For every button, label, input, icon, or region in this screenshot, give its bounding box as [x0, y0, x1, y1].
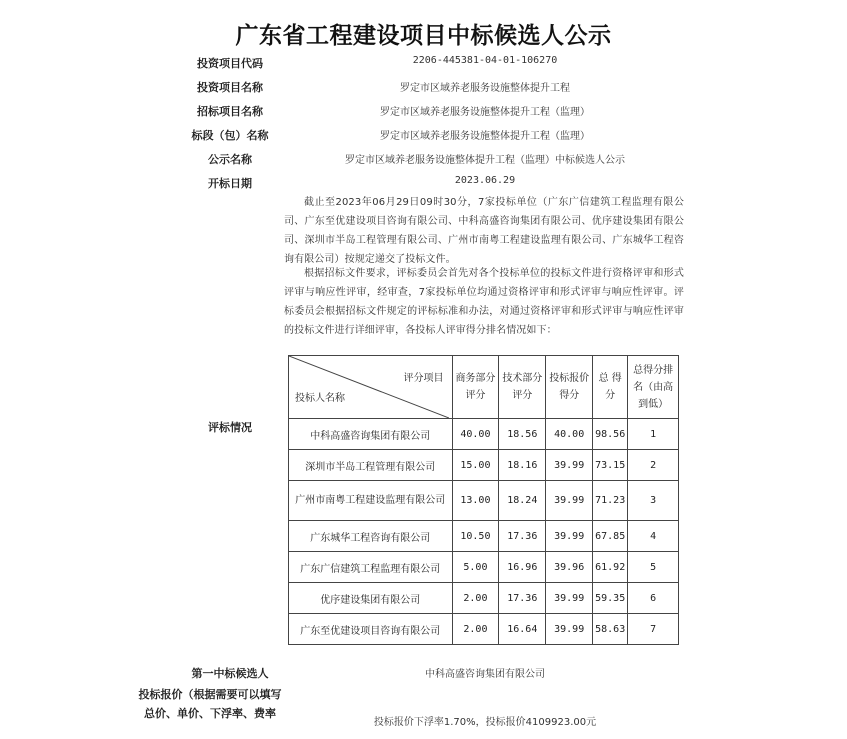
price-score: 39.99 — [546, 521, 593, 552]
field-value-open-date: 2023.06.29 — [454, 175, 516, 186]
bidder-name: 广东城华工程咨询有限公司 — [289, 521, 453, 552]
price-score: 39.99 — [546, 481, 593, 521]
bidder-name: 广东广信建筑工程监理有限公司 — [289, 552, 453, 583]
field-row-project-name — [0, 79, 847, 95]
table-row — [289, 450, 679, 481]
total-score: 98.56 — [593, 419, 628, 450]
business-score: 2.00 — [452, 614, 499, 645]
rank: 4 — [628, 521, 679, 552]
field-value-notice-name: 罗定市区域养老服务设施整体提升工程（监理）中标候选人公示 — [345, 155, 625, 166]
business-score: 5.00 — [452, 552, 499, 583]
table-row — [289, 481, 679, 521]
field-row-open-date — [0, 175, 847, 191]
field-label-tender-name: 招标项目名称 — [197, 105, 263, 118]
business-score: 10.50 — [452, 521, 499, 552]
evaluation-paragraph-2: 根据招标文件要求，评标委员会首先对各个投标单位的投标文件进行资格评审和形式评审与响应性评审，经审查，7家投标单位均通过资格评审和形式评审与响应性评审。评标委员会根据招标文件规定的评标标准和办法，对通过资格评审和形式评审与响应性评审的投标文件进行详细评审，各投标人评审得分排名情况如下： — [284, 268, 684, 336]
score-table-header — [289, 356, 679, 419]
bidder-name: 深圳市半岛工程管理有限公司 — [289, 450, 453, 481]
technical-score: 18.24 — [499, 481, 546, 521]
business-score: 13.00 — [452, 481, 499, 521]
field-value-tender-name: 罗定市区域养老服务设施整体提升工程（监理） — [380, 107, 590, 118]
total-score: 61.92 — [593, 552, 628, 583]
field-label-notice-name: 公示名称 — [208, 153, 252, 166]
rank: 3 — [628, 481, 679, 521]
header-technical-score: 技术部分评分 — [499, 356, 546, 419]
rank: 7 — [628, 614, 679, 645]
table-row — [289, 583, 679, 614]
bid-price-value: 投标报价下浮率1.70%，投标报价4109923.00元 — [373, 717, 597, 728]
field-row-tender-name — [0, 103, 847, 119]
technical-score: 16.96 — [499, 552, 546, 583]
field-label-project-code: 投资项目代码 — [197, 57, 263, 70]
table-row — [289, 419, 679, 450]
evaluation-paragraph-1: 截止至2023年06月29日09时30分，7家投标单位（广东广信建筑工程监理有限公司、广东至优建设项目咨询有限公司、中科高盛咨询集团有限公司、优序建设集团有限公司、深圳市半岛工程管理有限公司、广州市南粤工程建设监理有限公司、广东城华工程咨询有限公司）按规定递交了投标文件。 — [284, 197, 684, 265]
technical-score: 17.36 — [499, 521, 546, 552]
rank: 1 — [628, 419, 679, 450]
bid-price-label: 投标报价（根据需要可以填写总价、单价、下浮率、费率 — [138, 688, 282, 720]
price-score: 39.96 — [546, 552, 593, 583]
header-rank: 总得分排名（由高到低） — [628, 356, 679, 419]
price-score: 39.99 — [546, 614, 593, 645]
table-row — [289, 521, 679, 552]
field-row-section-name — [0, 127, 847, 143]
business-score: 15.00 — [452, 450, 499, 481]
field-label-section-name: 标段（包）名称 — [191, 129, 269, 142]
rank: 6 — [628, 583, 679, 614]
first-candidate-value: 中科高盛咨询集团有限公司 — [425, 669, 545, 680]
business-score: 2.00 — [452, 583, 499, 614]
first-candidate-label: 第一中标候选人 — [191, 667, 269, 680]
header-bidder: 投标人名称 — [295, 393, 345, 404]
bidder-name: 广州市南粤工程建设监理有限公司 — [289, 481, 453, 521]
header-business-score: 商务部分评分 — [452, 356, 499, 419]
rank: 5 — [628, 552, 679, 583]
price-score: 39.99 — [546, 450, 593, 481]
bidder-name: 中科高盛咨询集团有限公司 — [289, 419, 453, 450]
total-score: 71.23 — [593, 481, 628, 521]
price-score: 39.99 — [546, 583, 593, 614]
technical-score: 18.56 — [499, 419, 546, 450]
table-row — [289, 614, 679, 645]
table-row — [289, 552, 679, 583]
technical-score: 17.36 — [499, 583, 546, 614]
header-price-score: 投标报价得分 — [546, 356, 593, 419]
field-value-section-name: 罗定市区域养老服务设施整体提升工程（监理） — [380, 131, 590, 142]
total-score: 59.35 — [593, 583, 628, 614]
field-value-project-code: 2206-445381-04-01-106270 — [412, 55, 558, 66]
page-title: 广东省工程建设项目中标候选人公示 — [235, 23, 612, 49]
total-score: 58.63 — [593, 614, 628, 645]
rank: 2 — [628, 450, 679, 481]
field-value-project-name: 罗定市区域养老服务设施整体提升工程 — [400, 83, 570, 94]
score-table — [288, 355, 679, 645]
header-total-score: 总 得 分 — [593, 356, 628, 419]
bidder-name: 优序建设集团有限公司 — [289, 583, 453, 614]
field-row-first-candidate — [0, 665, 847, 681]
business-score: 40.00 — [452, 419, 499, 450]
field-row-project-code — [0, 55, 847, 71]
field-label-project-name: 投资项目名称 — [197, 81, 263, 94]
technical-score: 18.16 — [499, 450, 546, 481]
field-row-notice-name — [0, 151, 847, 167]
header-diagonal-cell — [289, 356, 453, 419]
diagonal-line — [289, 356, 449, 418]
evaluation-label: 评标情况 — [208, 421, 252, 434]
total-score: 67.85 — [593, 521, 628, 552]
technical-score: 16.64 — [499, 614, 546, 645]
total-score: 73.15 — [593, 450, 628, 481]
bidder-name: 广东至优建设项目咨询有限公司 — [289, 614, 453, 645]
field-label-open-date: 开标日期 — [208, 177, 252, 190]
price-score: 40.00 — [546, 419, 593, 450]
header-item: 评分项目 — [403, 373, 444, 384]
